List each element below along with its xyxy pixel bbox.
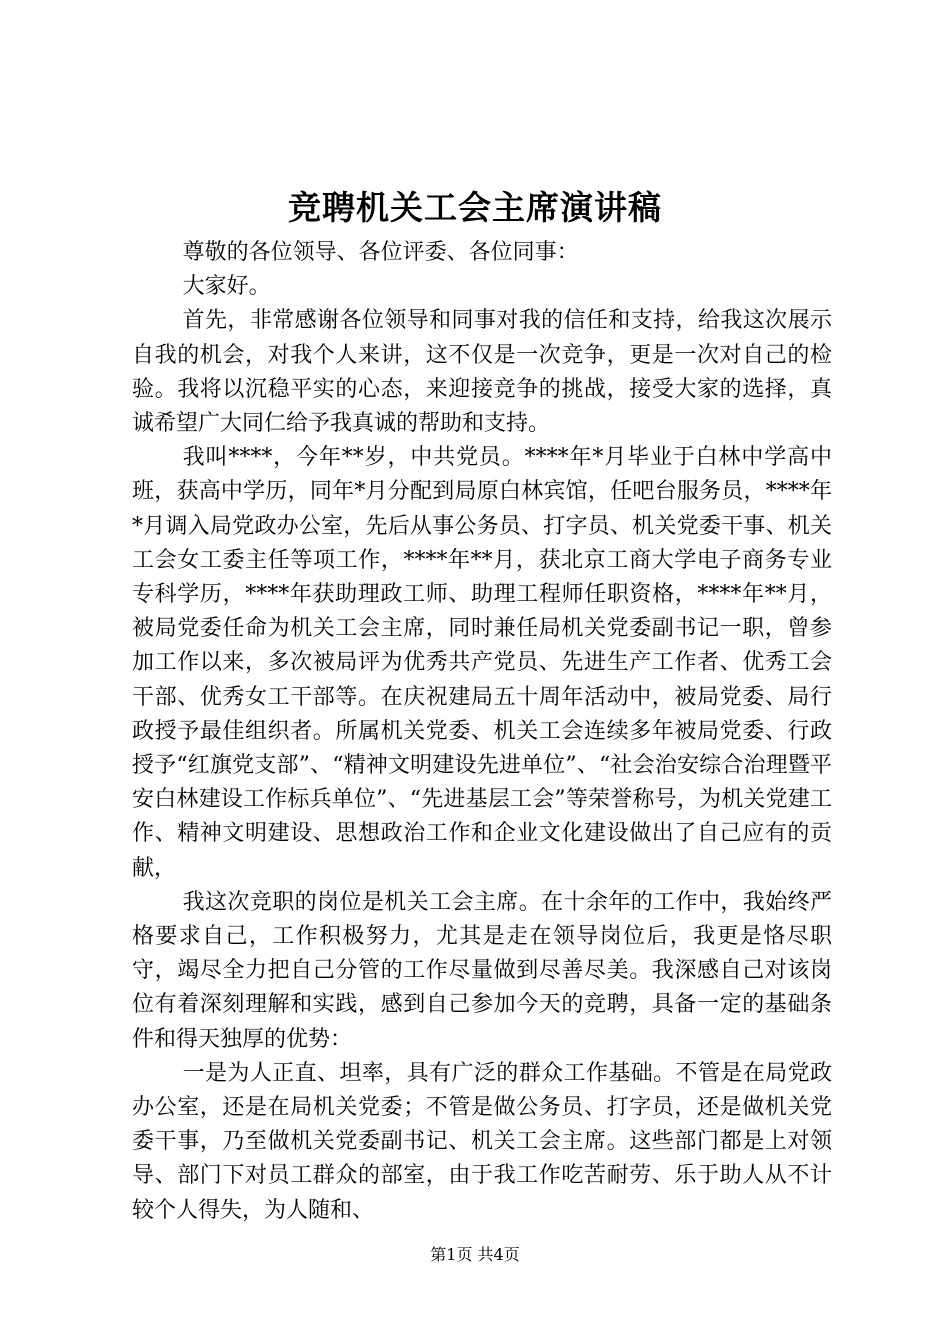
page-footer: 第1页 共4页 — [430, 1245, 520, 1264]
paragraph-greeting: 大家好。 — [182, 274, 271, 300]
paragraph-opening: 首先，非常感谢各位领导和同事对我的信任和支持，给我这次展示自我的机会，对我个人来讲，这不仅是一次竞争，更是一次对自己的检验。我将以沉稳平实的心态，来迎接竞争的挑战，接受大家的选择，真诚希望广大同仁给予我真诚的帮助和支持。 — [132, 308, 832, 437]
paragraph-position: 我这次竞职的岗位是机关工会主席。在十余年的工作中，我始终严格要求自己，工作积极努力，尤其是走在领导岗位后，我更是恪尽职守，竭尽全力把自己分管的工作尽量做到尽善尽美。我深感自己对该岗位有着深刻理解和实践，感到自己参加今天的竞聘，具备一定的基础条件和得天独厚的优势： — [132, 889, 832, 1052]
paragraph-advantage-one: 一是为人正直、坦率，具有广泛的群众工作基础。不管是在局党政办公室，还是在局机关党委；不管是做公务员、打字员，还是做机关党委干事，乃至做机关党委副书记、机关工会主席。这些部门都是上对领导、部门下对员工群众的部室，由于我工作吃苦耐劳、乐于助人从不计较个人得失，为人随和、 — [132, 1060, 832, 1223]
paragraph-background: 我叫****，今年**岁，中共党员。****年*月毕业于白林中学高中班，获高中学历，同年*月分配到局原白林宾馆，任吧台服务员，****年*月调入局党政办公室，先后从事公务员、打字员、机关党委干事、机关工会女工委主任等项工作，****年**月，获北京工商大学电子商务专业专科学历，****年获助理政工师、助理工程师任职资格，****年**月，被局党委任命为机关工会主席，同时兼任局机关党委副书记一职，曾参加工作以来，多次被局评为优秀共产党员、先进生产工作者、优秀工会干部、优秀女工干部等。在庆祝建局五十周年活动中，被局党委、局行政授予最佳组织者。所属机关党委、机关工会连续多年被局党委、行政授予“红旗党支部”、“精神文明建设先进单位”、“社会治安综合治理暨平安白林建设工作标兵单位”、“先进基层工会”等荣誉称号，为机关党建工作、精神文明建设、思想政治工作和企业文化建设做出了自己应有的贡献， — [132, 445, 832, 881]
document-body — [132, 236, 832, 1228]
paragraph-salutation: 尊敬的各位领导、各位评委、各位同事： — [182, 240, 579, 265]
document-title: 竞聘机关工会主席演讲稿 — [288, 188, 662, 227]
